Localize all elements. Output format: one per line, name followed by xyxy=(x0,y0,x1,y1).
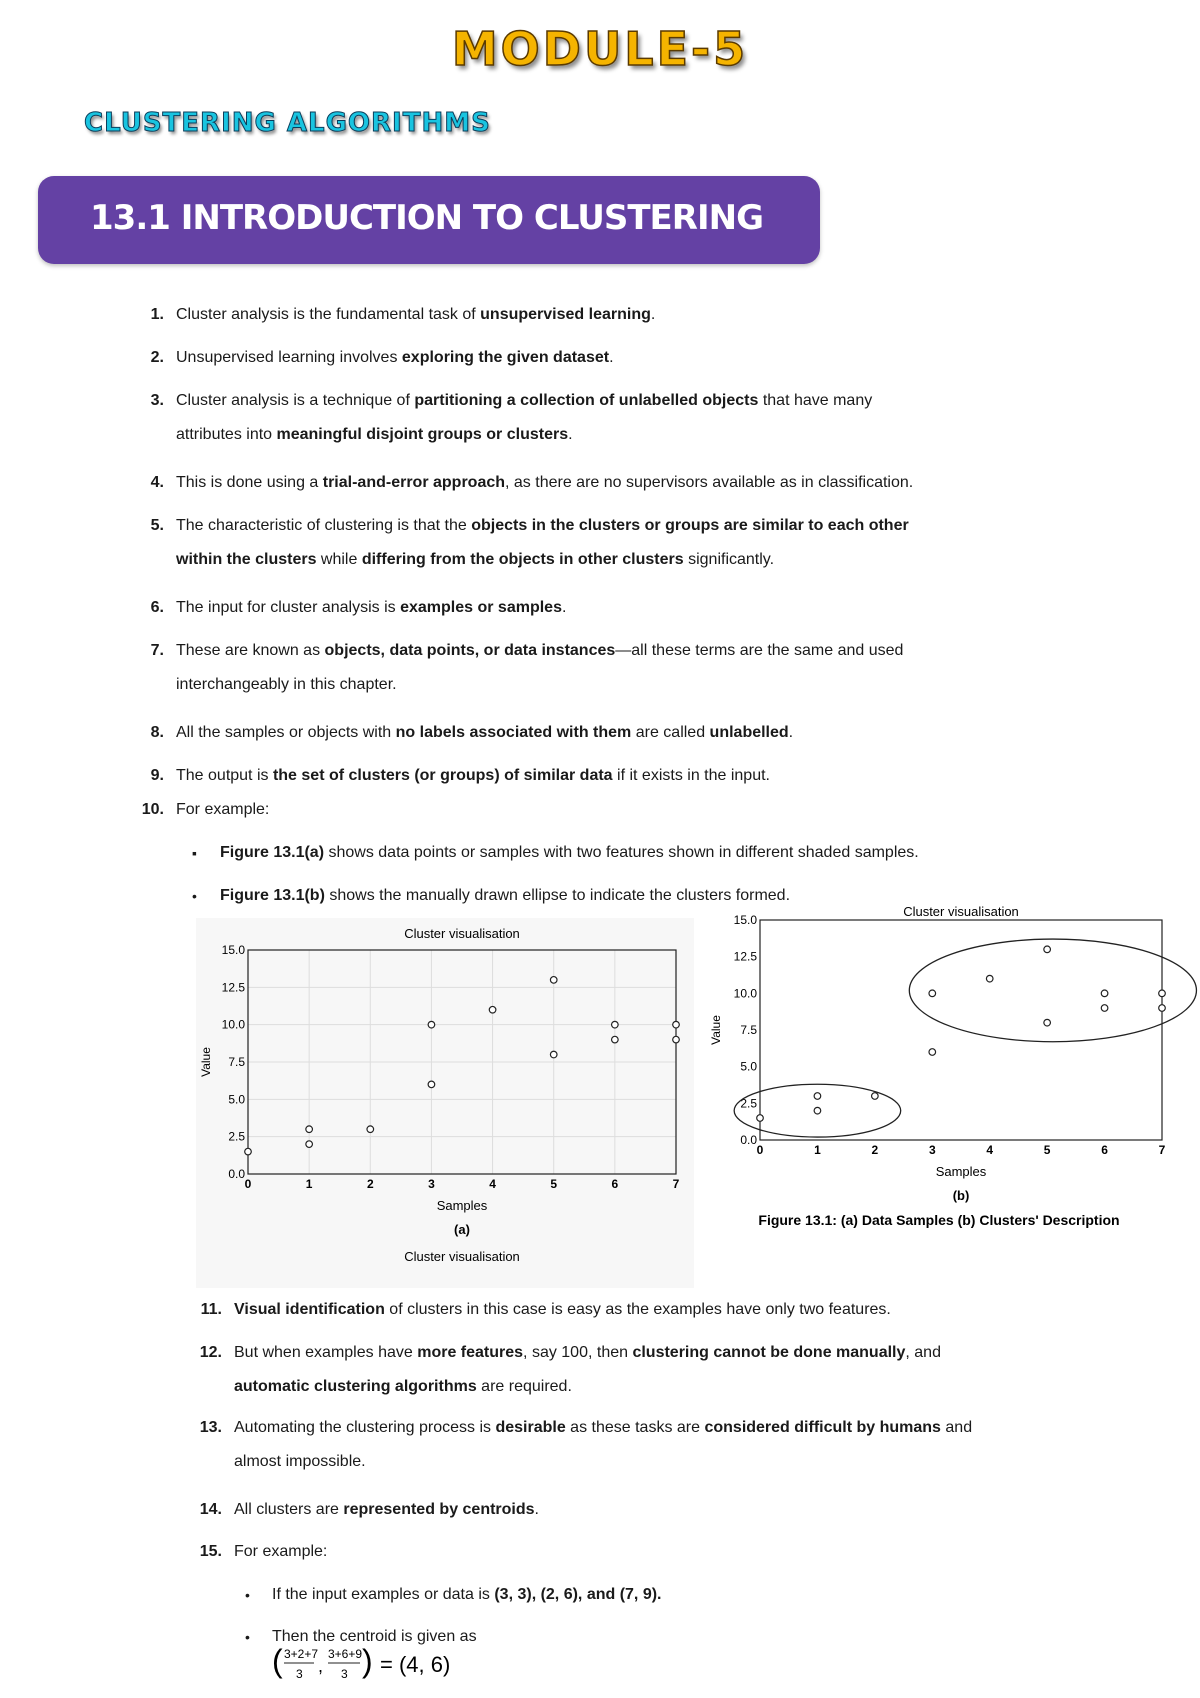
plain-text: . xyxy=(534,1501,539,1518)
emphasis-text: exploring the given dataset xyxy=(401,349,610,366)
data-point xyxy=(1159,1005,1166,1012)
chart-subcaption: (b) xyxy=(952,1188,970,1203)
plain-text: are called xyxy=(631,724,710,741)
y-tick-label: 2.5 xyxy=(740,1096,757,1111)
y-tick-label: 5.0 xyxy=(740,1059,757,1074)
data-point xyxy=(872,1093,879,1100)
item-text xyxy=(234,1293,891,1327)
plain-text: while xyxy=(316,551,362,568)
text-line xyxy=(176,341,614,375)
plain-text: All clusters are xyxy=(234,1501,344,1518)
plain-text: . xyxy=(788,724,794,741)
y-axis-label: Value xyxy=(709,1015,723,1045)
formula-num1: 3+2+7 xyxy=(284,1647,319,1661)
x-tick-label: 5 xyxy=(550,1177,558,1191)
section-title: CLUSTERING ALGORITHMS xyxy=(84,108,491,138)
x-tick-label: 7 xyxy=(1158,1143,1166,1157)
emphasis-text: Figure 13.1(b) xyxy=(220,887,325,904)
plain-text: The output is xyxy=(176,767,273,784)
data-point xyxy=(757,1115,764,1122)
plain-text: . xyxy=(561,599,567,616)
data-point xyxy=(245,1148,252,1155)
x-tick-label: 3 xyxy=(928,1143,936,1157)
list-number: 2. xyxy=(150,349,164,366)
plain-text: , say 100, then xyxy=(523,1344,633,1361)
text-line xyxy=(176,634,903,668)
plain-text: Then the centroid is given as xyxy=(272,1628,477,1645)
plain-text: This is done using a xyxy=(176,474,323,491)
list-number: 15. xyxy=(199,1543,222,1560)
data-point xyxy=(306,1126,313,1133)
emphasis-text: Visual identification xyxy=(234,1301,385,1318)
emphasis-text: Figure 13.1(a) xyxy=(220,844,325,861)
item-text xyxy=(234,1493,539,1527)
data-point xyxy=(673,1036,680,1043)
data-point xyxy=(814,1107,821,1114)
list-number: 10. xyxy=(141,801,164,818)
emphasis-text: within the clusters xyxy=(176,551,317,568)
list-number: 14. xyxy=(199,1501,222,1518)
item-text xyxy=(176,591,566,625)
item-text xyxy=(234,1535,327,1569)
item-text xyxy=(176,466,913,500)
text-line xyxy=(234,1411,972,1445)
y-tick-label: 0.0 xyxy=(228,1167,245,1181)
text-line xyxy=(234,1535,327,1569)
y-tick-label: 15.0 xyxy=(733,913,757,927)
data-point xyxy=(1044,946,1051,953)
y-tick-label: 7.5 xyxy=(228,1055,245,1069)
bullet-marker: • xyxy=(245,1629,250,1645)
emphasis-text: desirable xyxy=(495,1419,566,1436)
emphasis-text: unsupervised learning xyxy=(480,306,651,323)
emphasis-text: no labels associated with them xyxy=(395,724,632,741)
formula-den2: 3 xyxy=(341,1667,348,1681)
emphasis-text: (3, 3), (2, 6), and (7, 9). xyxy=(494,1586,662,1603)
item-text xyxy=(176,716,793,750)
item-text xyxy=(176,793,269,827)
text-line xyxy=(272,1578,662,1612)
text-line xyxy=(176,384,872,418)
plain-text: if it exists in the input. xyxy=(612,767,770,784)
list-number: 7. xyxy=(150,642,164,659)
x-tick-label: 6 xyxy=(1101,1143,1108,1157)
plain-text: The input for cluster analysis is xyxy=(176,599,401,616)
plain-text: Cluster analysis is a technique of xyxy=(176,392,415,409)
x-axis-label: Samples xyxy=(436,1198,488,1213)
text-line xyxy=(176,509,909,543)
emphasis-text: more features xyxy=(417,1344,524,1361)
y-tick-label: 0.0 xyxy=(740,1133,757,1147)
data-point xyxy=(1101,1005,1108,1012)
data-point xyxy=(929,1049,936,1056)
list-number: 13. xyxy=(199,1419,222,1436)
plain-text: shows data points or samples with two features shown in different shaded samples. xyxy=(324,844,919,861)
plain-text: attributes into xyxy=(176,426,277,443)
data-point xyxy=(489,1006,496,1013)
x-tick-label: 0 xyxy=(756,1143,764,1157)
y-tick-label: 10.0 xyxy=(733,986,757,1001)
emphasis-text: objects in the clusters or groups are similar to each other xyxy=(471,517,909,534)
bullet-marker: • xyxy=(192,888,197,904)
plain-text: For example: xyxy=(234,1543,328,1560)
plain-text: , and xyxy=(905,1344,941,1361)
x-tick-label: 2 xyxy=(366,1177,374,1191)
list-number: 3. xyxy=(150,392,164,409)
data-point xyxy=(1044,1019,1051,1026)
svg-text:): ) xyxy=(362,1643,373,1679)
emphasis-text: examples or samples xyxy=(400,599,562,616)
list-number: 6. xyxy=(150,599,164,616)
emphasis-text: meaningful disjoint groups or clusters xyxy=(276,426,569,443)
plain-text: . xyxy=(568,426,573,443)
x-tick-label: 1 xyxy=(814,1143,821,1157)
plain-text: significantly. xyxy=(683,551,775,568)
list-number: 4. xyxy=(150,474,164,491)
chart-title: Cluster visualisation xyxy=(903,906,1019,919)
data-point xyxy=(1159,990,1166,997)
list-number: 12. xyxy=(199,1344,222,1361)
emphasis-text: represented by centroids xyxy=(343,1501,535,1518)
y-tick-label: 12.5 xyxy=(221,980,245,995)
text-line xyxy=(234,1336,941,1370)
plain-text: shows the manually drawn ellipse to indicate the clusters formed. xyxy=(324,887,791,904)
y-tick-label: 12.5 xyxy=(733,949,757,964)
text-line xyxy=(176,591,566,625)
svg-text:,: , xyxy=(318,1656,324,1676)
emphasis-text: partitioning a collection of unlabelled objects xyxy=(414,392,759,409)
y-tick-label: 10.0 xyxy=(221,1017,245,1032)
emphasis-text: trial-and-error approach xyxy=(322,474,506,491)
item-text xyxy=(272,1578,662,1612)
data-point xyxy=(550,1051,557,1058)
item-text xyxy=(220,836,919,870)
plain-text: But when examples have xyxy=(234,1344,418,1361)
formula-result: = (4, 6) xyxy=(380,1652,451,1677)
y-tick-label: 5.0 xyxy=(228,1092,245,1107)
data-point xyxy=(367,1126,374,1133)
x-tick-label: 3 xyxy=(428,1177,435,1191)
plain-text: of clusters in this case is easy as the examples have only two features. xyxy=(384,1301,891,1318)
x-tick-label: 4 xyxy=(489,1177,496,1191)
data-point xyxy=(550,977,557,984)
x-tick-label: 5 xyxy=(1043,1143,1051,1157)
text-line xyxy=(176,298,655,332)
item-text xyxy=(176,298,655,332)
text-line xyxy=(234,1293,891,1327)
bullet-marker: • xyxy=(245,1587,250,1603)
text-line xyxy=(176,716,793,750)
module-title: MODULE-5 xyxy=(451,22,749,76)
plain-text: , as there are no supervisors available as in classification. xyxy=(505,474,914,491)
plain-text: as these tasks are xyxy=(565,1419,705,1436)
data-point xyxy=(428,1021,435,1028)
text-line xyxy=(176,759,770,793)
x-tick-label: 1 xyxy=(305,1177,313,1191)
x-tick-label: 0 xyxy=(244,1177,252,1191)
item-text xyxy=(176,634,903,702)
x-tick-label: 6 xyxy=(611,1177,619,1191)
chart-panel-b xyxy=(702,906,1200,1254)
x-axis-label: Samples xyxy=(935,1164,987,1179)
text-line xyxy=(176,543,909,577)
item-text xyxy=(234,1336,941,1404)
data-point xyxy=(814,1093,821,1100)
svg-text:(: ( xyxy=(272,1643,283,1679)
chart-footer: Cluster visualisation xyxy=(404,1249,520,1264)
text-line xyxy=(176,793,269,827)
plain-text: Cluster analysis is the fundamental task of xyxy=(176,306,481,323)
data-point xyxy=(929,990,936,997)
item-text xyxy=(176,384,872,452)
data-point xyxy=(1101,990,1108,997)
data-point xyxy=(612,1036,619,1043)
item-text xyxy=(176,509,909,577)
figure-caption: Figure 13.1: (a) Data Samples (b) Clusters' Description xyxy=(758,1212,1120,1228)
plain-text: If the input examples or data is xyxy=(272,1586,495,1603)
emphasis-text: objects, data points, or data instances xyxy=(324,642,616,659)
list-number: 11. xyxy=(200,1301,222,1318)
plain-text: . xyxy=(650,306,656,323)
text-line xyxy=(176,668,903,702)
list-number: 8. xyxy=(150,724,164,741)
data-point xyxy=(306,1141,313,1148)
data-point xyxy=(612,1021,619,1028)
text-line xyxy=(220,836,919,870)
data-point xyxy=(673,1021,680,1028)
plain-text: that have many xyxy=(758,392,873,409)
y-tick-label: 15.0 xyxy=(221,943,245,957)
y-tick-label: 7.5 xyxy=(740,1023,757,1037)
chart-b xyxy=(702,906,1200,1254)
item-text xyxy=(234,1411,972,1479)
formula-num2: 3+6+9 xyxy=(328,1647,363,1661)
cluster-ellipse xyxy=(909,939,1196,1042)
plain-text: All the samples or objects with xyxy=(176,724,396,741)
banner-title: 13.1 INTRODUCTION TO CLUSTERING xyxy=(90,198,763,238)
plain-text: —all these terms are the same and used xyxy=(615,642,904,659)
text-line xyxy=(234,1493,539,1527)
y-tick-label: 2.5 xyxy=(228,1129,245,1144)
plain-text: Unsupervised learning involves xyxy=(176,349,402,366)
plain-text: . xyxy=(609,349,614,366)
intro-banner xyxy=(38,176,820,264)
emphasis-text: the set of clusters (or groups) of similar data xyxy=(272,767,613,784)
plain-text: are required. xyxy=(476,1378,572,1395)
plain-text: and xyxy=(940,1419,973,1436)
formula-den1: 3 xyxy=(296,1667,303,1681)
x-tick-label: 4 xyxy=(986,1143,994,1157)
chart-subcaption: (a) xyxy=(454,1222,470,1237)
plain-text: For example: xyxy=(176,801,270,818)
chart-a xyxy=(196,918,694,1288)
plain-text: interchangeably in this chapter. xyxy=(176,676,397,693)
list-number: 1. xyxy=(150,306,164,323)
list-number: 5. xyxy=(150,517,164,534)
text-line xyxy=(234,1445,972,1479)
chart-panel-a xyxy=(196,918,694,1288)
item-text xyxy=(176,341,614,375)
formula-svg xyxy=(272,1642,532,1688)
chart-title: Cluster visualisation xyxy=(404,926,520,941)
list-number: 9. xyxy=(150,767,164,784)
emphasis-text: automatic clustering algorithms xyxy=(234,1378,477,1395)
emphasis-text: unlabelled xyxy=(709,724,789,741)
item-text xyxy=(176,759,770,793)
plain-text: The characteristic of clustering is that the xyxy=(176,517,472,534)
data-point xyxy=(428,1081,435,1088)
x-tick-label: 2 xyxy=(871,1143,879,1157)
centroid-formula xyxy=(272,1642,532,1694)
emphasis-text: clustering cannot be done manually xyxy=(632,1344,906,1361)
plain-text: almost impossible. xyxy=(234,1453,366,1470)
text-line xyxy=(176,418,872,452)
text-line xyxy=(234,1370,941,1404)
x-tick-label: 7 xyxy=(672,1177,680,1191)
emphasis-text: differing from the objects in other clusters xyxy=(361,551,684,568)
text-line xyxy=(176,466,913,500)
plain-text: These are known as xyxy=(176,642,325,659)
emphasis-text: considered difficult by humans xyxy=(704,1419,941,1436)
y-axis-label: Value xyxy=(199,1047,213,1077)
data-point xyxy=(986,975,993,982)
bullet-marker: ▪ xyxy=(192,845,197,861)
plain-text: Automating the clustering process is xyxy=(234,1419,496,1436)
